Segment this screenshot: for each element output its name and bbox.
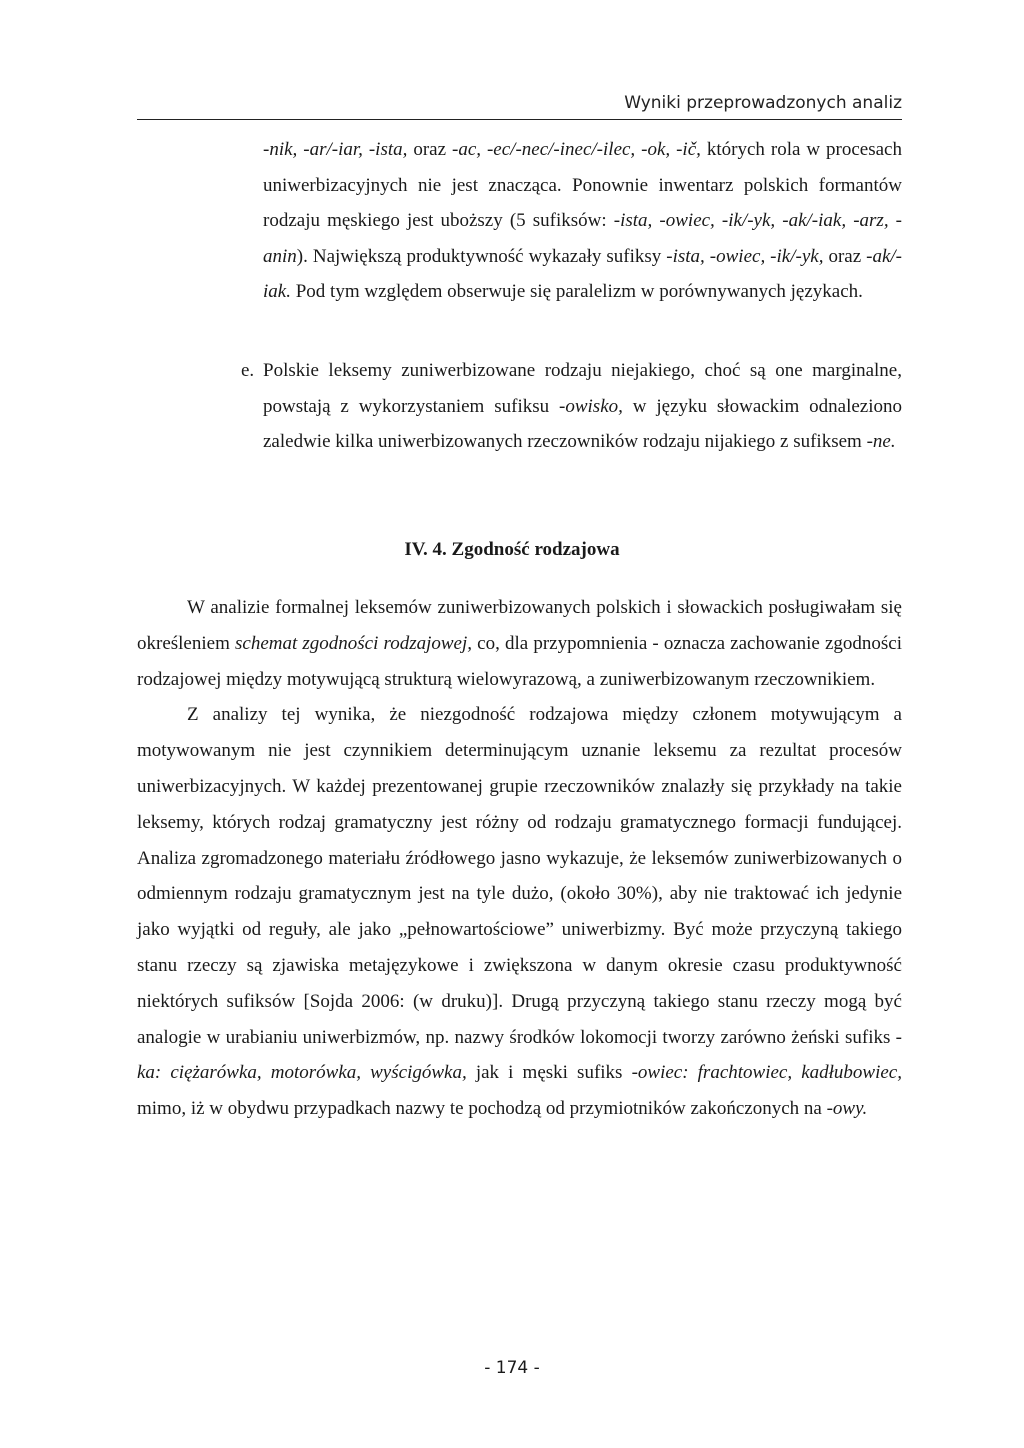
body-text (137, 590, 902, 1127)
text-run: oraz (823, 245, 867, 267)
header-rule (137, 119, 902, 120)
text-run: co, dla przypomnienia - oznacza zachowanie zgodności rodzajowej między motywującą strukturą wielowyrazową, a zuniwerbizowanym rzeczownikiem. (137, 632, 903, 690)
italic-term: -ista, -owiec, -ik/-yk, -ak/-iak, -arz, -anin (263, 210, 902, 267)
italic-term: -ista, -owiec, -ik/-yk, (666, 245, 824, 267)
text-run: Z analizy tej wynika, że niezgodność rodzajowa między członem motywującym a motywowanym nie jest czynnikiem determinującym uznanie leksemu za rezultat procesów uniwerbizacyjnych. W każdej prezentowanej grupie rzeczowników znalazły się przykłady na takie leksemy, których rodzaj gramatyczny jest różny od rodzaju gramatycznego formacji fundującej. Analiza zgromadzonego materiału źródłowego jasno wykazuje, że leksemów zuniwerbizowanych o odmiennym rodzaju gramatycznym jest na tyle dużo, (około 30%), aby nie traktować ich jedynie jako wyjątki od reguły, ale jako „pełnowartościowe” uniwerbizmy. Być może przyczyną takiego stanu rzeczy są zjawiska metajęzykowe i zwiększona w danym okresie czasu produktywność niektórych sufiksów [Sojda 2006: (w druku)]. Drugą przyczyną takiego stanu rzeczy mogą być analogie w urabianiu uniwerbizmów, np. nazwy środków lokomocji tworzy zarówno żeński sufiks (137, 704, 902, 1048)
section-heading: IV. 4. Zgodność rodzajowa (404, 539, 620, 560)
italic-term: -ac, -ec/-nec/-inec/-ilec, -ok, -ič, (452, 139, 701, 160)
italic-term: schemat zgodności rodzajowej, (235, 632, 473, 654)
italic-term: -ak/-iak. (263, 245, 902, 302)
italic-term: -owisko, (559, 395, 623, 417)
page-number: - 174 - (484, 1358, 540, 1378)
running-header: Wyniki przeprowadzonych analiz (624, 93, 902, 113)
italic-term: -ne. (866, 431, 896, 452)
text-run: których rola w procesach uniwerbizacyjnych nie jest znacząca. Ponownie inwentarz polskich formantów rodzaju męskiego jest uboższy (5 sufiksów: (263, 139, 902, 231)
italic-term: -owy. (826, 1098, 868, 1120)
text-run: Pod tym względem obserwuje się paralelizm w porównywanych językach. (290, 281, 863, 302)
paragraph (137, 697, 902, 1127)
text-run: jak i męski sufiks (466, 1062, 632, 1084)
italic-term: -nik, -ar/-iar, -ista, (263, 139, 408, 160)
italic-term: -ka: ciężarówka, motorówka, wyścigówka, (137, 1026, 902, 1084)
text-run: mimo, iż w obydwu przypadkach nazwy te pochodzą od przymiotników zakończonych na (137, 1098, 827, 1120)
italic-term: -owiec: frachtowiec, kadłubowiec, (631, 1062, 902, 1084)
list-marker-e: e. (241, 360, 255, 381)
paragraph-d-continuation (263, 132, 902, 310)
text-run: w języku słowackim odnaleziono zaledwie kilka uniwerbizowanych rzeczowników rodzaju nijakiego z sufiksem (263, 395, 902, 452)
text-run: Polskie leksemy zuniwerbizowane rodzaju niejakiego, choć są one marginalne, powstają z wykorzystaniem sufiksu (263, 360, 902, 417)
text-run: ). Największą produktywność wykazały sufiksy (296, 245, 667, 267)
paragraph (137, 590, 902, 697)
text-run: W analizie formalnej leksemów zuniwerbizowanych polskich i słowackich posługiwałam się określeniem (137, 597, 902, 654)
text-run: oraz (407, 139, 453, 160)
paragraph-e (263, 353, 902, 460)
